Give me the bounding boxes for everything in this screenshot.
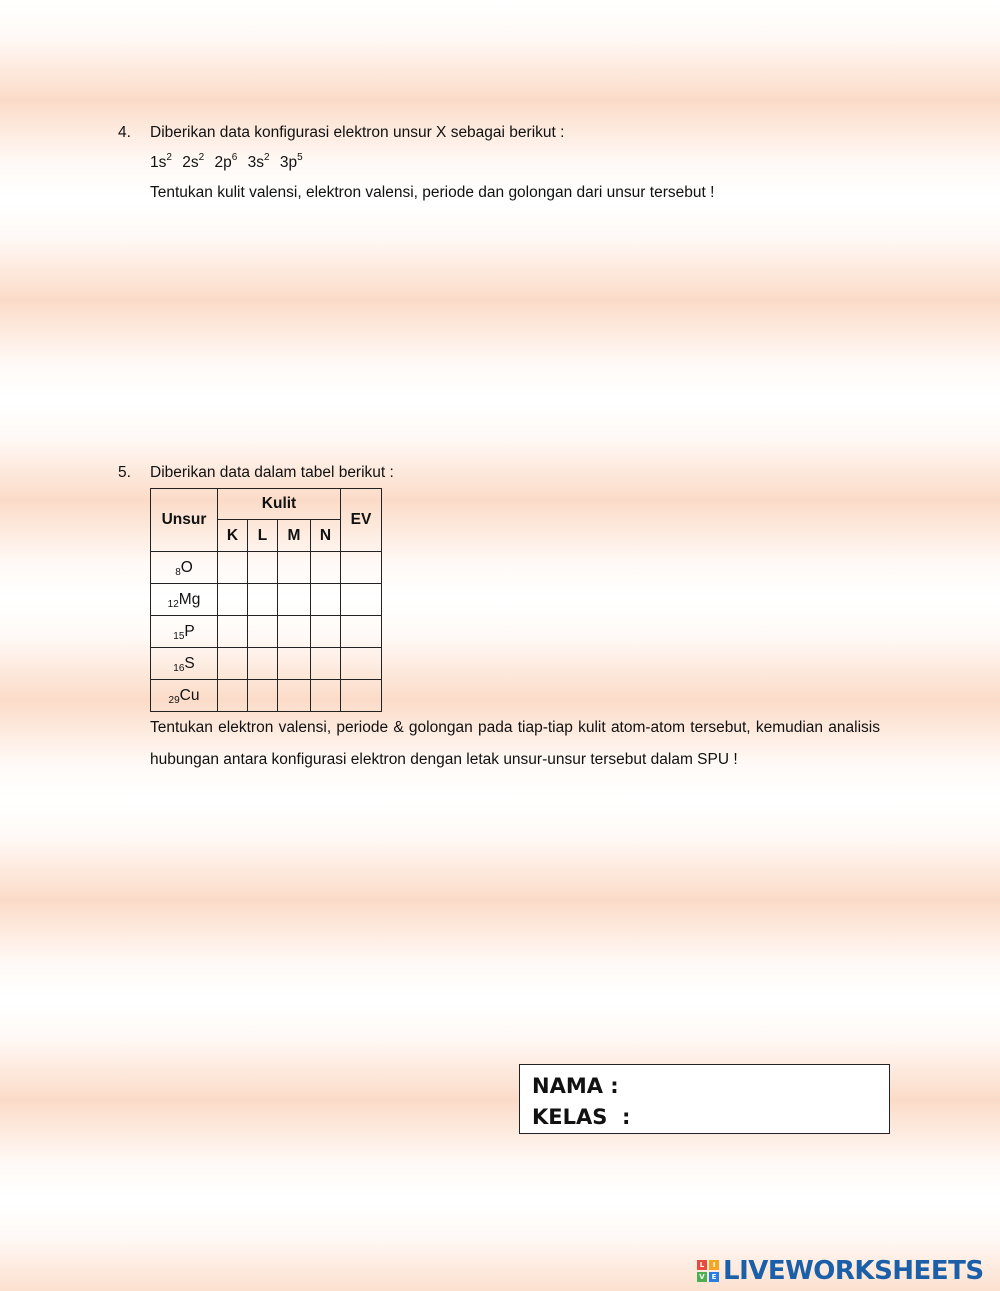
- header-shell-l: L: [248, 520, 278, 552]
- table-row: [151, 680, 382, 712]
- answer-cell[interactable]: [311, 616, 341, 648]
- element-cell: $_8$O: [151, 552, 218, 584]
- question-intro: Diberikan data dalam tabel berikut :: [150, 464, 394, 481]
- nama-field[interactable]: NAMA :: [532, 1074, 619, 1098]
- header-kulit: Kulit: [218, 489, 341, 520]
- element-cell: $_{16}$S: [151, 648, 218, 680]
- header-shell-k: K: [218, 520, 248, 552]
- answer-cell[interactable]: [218, 584, 248, 616]
- table-row: [151, 648, 382, 680]
- answer-cell[interactable]: [248, 648, 278, 680]
- question-body: [150, 458, 880, 775]
- header-shell-n: N: [311, 520, 341, 552]
- answer-cell[interactable]: [311, 552, 341, 584]
- answer-cell[interactable]: [341, 616, 382, 648]
- question-instruction: Tentukan kulit valensi, elektron valensi, periode dan golongan dari unsur tersebut !: [150, 184, 715, 201]
- electron-table: [150, 488, 382, 712]
- logo-letter: L: [697, 1260, 707, 1270]
- table-row: [151, 616, 382, 648]
- answer-cell[interactable]: [311, 680, 341, 712]
- header-unsur: Unsur: [151, 489, 218, 552]
- logo-letter: I: [709, 1260, 719, 1270]
- element-cell: $_{29}$Cu: [151, 680, 218, 712]
- answer-cell[interactable]: [341, 552, 382, 584]
- question-instruction: Tentukan elektron valensi, periode & golongan pada tiap-tiap kulit atom-atom tersebut, kemudian analisis hubungan antara konfigurasi elektron dengan letak unsur-unsur tersebut dalam SPU !: [150, 719, 880, 768]
- logo-letter: E: [709, 1272, 719, 1282]
- element-cell: $_{12}$Mg: [151, 584, 218, 616]
- answer-cell[interactable]: [278, 648, 311, 680]
- answer-cell[interactable]: [278, 584, 311, 616]
- config-term: $2p^6$: [214, 152, 238, 171]
- config-term: $3s^2$: [247, 152, 270, 171]
- answer-cell[interactable]: [248, 584, 278, 616]
- kelas-field[interactable]: KELAS :: [532, 1105, 631, 1129]
- answer-cell[interactable]: [341, 648, 382, 680]
- element-cell: $_{15}$P: [151, 616, 218, 648]
- table-row: [151, 584, 382, 616]
- answer-cell[interactable]: [278, 616, 311, 648]
- answer-cell[interactable]: [278, 680, 311, 712]
- config-term: $1s^2$: [150, 152, 172, 171]
- answer-cell[interactable]: [341, 584, 382, 616]
- question-number: 5.: [118, 464, 131, 481]
- answer-cell[interactable]: [341, 680, 382, 712]
- brand-logo-icon: [697, 1260, 719, 1282]
- table-row: [151, 552, 382, 584]
- answer-cell[interactable]: [278, 552, 311, 584]
- question-body: [150, 118, 880, 208]
- answer-cell[interactable]: [248, 616, 278, 648]
- question-intro: Diberikan data konfigurasi elektron unsur X sebagai berikut :: [150, 124, 565, 141]
- liveworksheets-logo[interactable]: [697, 1256, 984, 1286]
- answer-cell[interactable]: [311, 584, 341, 616]
- answer-cell[interactable]: [248, 680, 278, 712]
- config-term: $3p^5$: [279, 152, 303, 171]
- electron-configuration: [150, 148, 880, 178]
- header-shell-m: M: [278, 520, 311, 552]
- question-number: 4.: [118, 124, 131, 141]
- answer-cell[interactable]: [218, 680, 248, 712]
- answer-cell[interactable]: [218, 648, 248, 680]
- answer-cell[interactable]: [218, 552, 248, 584]
- answer-cell[interactable]: [311, 648, 341, 680]
- brand-name: LIVEWORKSHEETS: [723, 1256, 984, 1286]
- config-term: $2s^2$: [182, 152, 205, 171]
- header-ev: EV: [341, 489, 382, 552]
- answer-cell[interactable]: [218, 616, 248, 648]
- logo-letter: V: [697, 1272, 707, 1282]
- answer-cell[interactable]: [248, 552, 278, 584]
- identity-box: [519, 1064, 890, 1134]
